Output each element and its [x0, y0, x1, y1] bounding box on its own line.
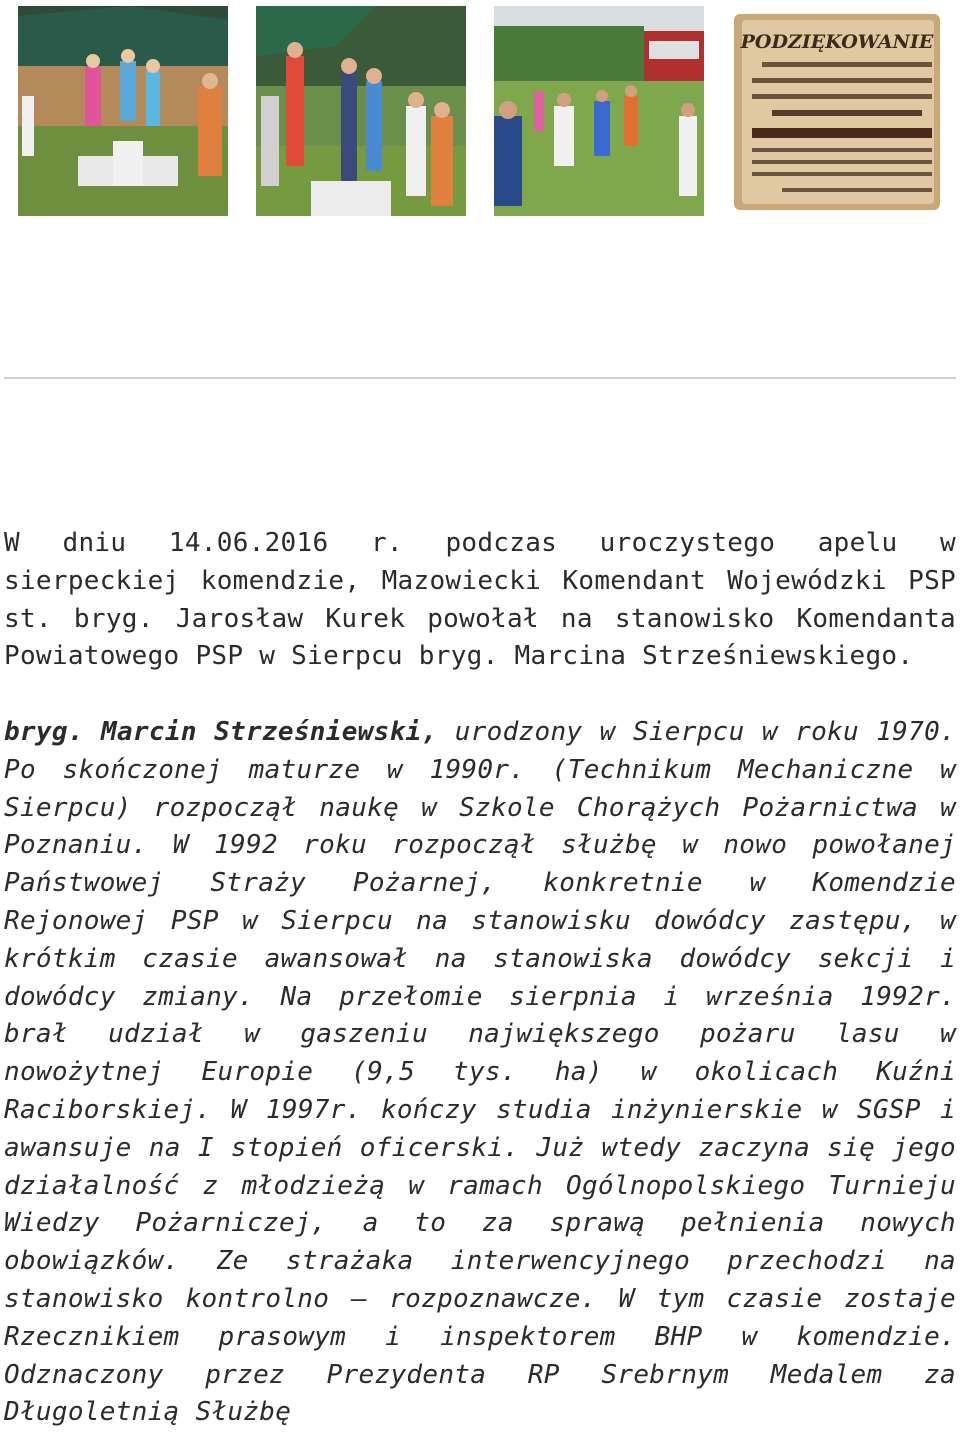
- article-body: [4, 525, 956, 1432]
- article-lead-paragraph: W dniu 14.06.2016 r. podczas uroczystego apelu w sierpeckiej komendzie, Mazowiecki Komendant Wojewódzki PSP st. bryg. Jarosław Kurek powołał na stanowisko Komendanta Powiatowego PSP w Sierpcu bryg. Marcina Strześniewskiego.: [4, 528, 956, 672]
- gallery-image-running-children[interactable]: [494, 6, 704, 216]
- running-children-photo: [494, 6, 704, 216]
- biography-text: urodzony w Sierpcu w roku 1970. Po skończonej maturze w 1990r. (Technikum Mechaniczne w Sierpcu) rozpoczął naukę w Szkole Chorążych Pożarnictwa w Poznaniu. W 1992 roku rozpoczął służbę w nowo powołanej Państwowej Straży Pożarnej, konkretnie w Komendzie Rejonowej PSP w Sierpcu na stanowisku dowódcy zastępu, w krótkim czasie awansował na stanowiska dowódcy sekcji i dowódcy zmiany. Na przełomie sierpnia i września 1992r. brał udział w gaszeniu największego pożaru lasu w nowożytnej Europie (9,5 tys. ha) w okolicach Kuźni Raciborskiej. W 1997r. kończy studia inżynierskie w SGSP i awansuje na I stopień oficerski. Już wtedy zaczyna się jego działalność z młodzieżą w ramach Ogólnopolskiego Turnieju Wiedzy Pożarniczej, a to za sprawą pełnienia nowych obowiązków. Ze strażaka interwencyjnego przechodzi na stanowisko kontrolno – rozpoznawcze. W tym czasie zostaje Rzecznikiem prasowym i inspektorem BHP w komendzie. Odznaczony przez Prezydenta RP Srebrnym Medalem za Długoletnią Służbę: [4, 716, 956, 1428]
- thank-you-letter-photo: [732, 6, 942, 216]
- gallery-image-thank-you-letter[interactable]: [732, 6, 942, 216]
- biography-name: bryg. Marcin Strześniewski,: [4, 716, 438, 747]
- podium-men-photo: [256, 6, 466, 216]
- photo-gallery: [18, 6, 942, 216]
- podium-women-photo: [18, 6, 228, 216]
- letter-heading: PODZIĘKOWANIE: [740, 31, 934, 53]
- biography-paragraph: [4, 714, 956, 1432]
- gallery-image-podium-men[interactable]: [256, 6, 466, 216]
- section-divider: [4, 377, 956, 379]
- gallery-image-podium-women[interactable]: [18, 6, 228, 216]
